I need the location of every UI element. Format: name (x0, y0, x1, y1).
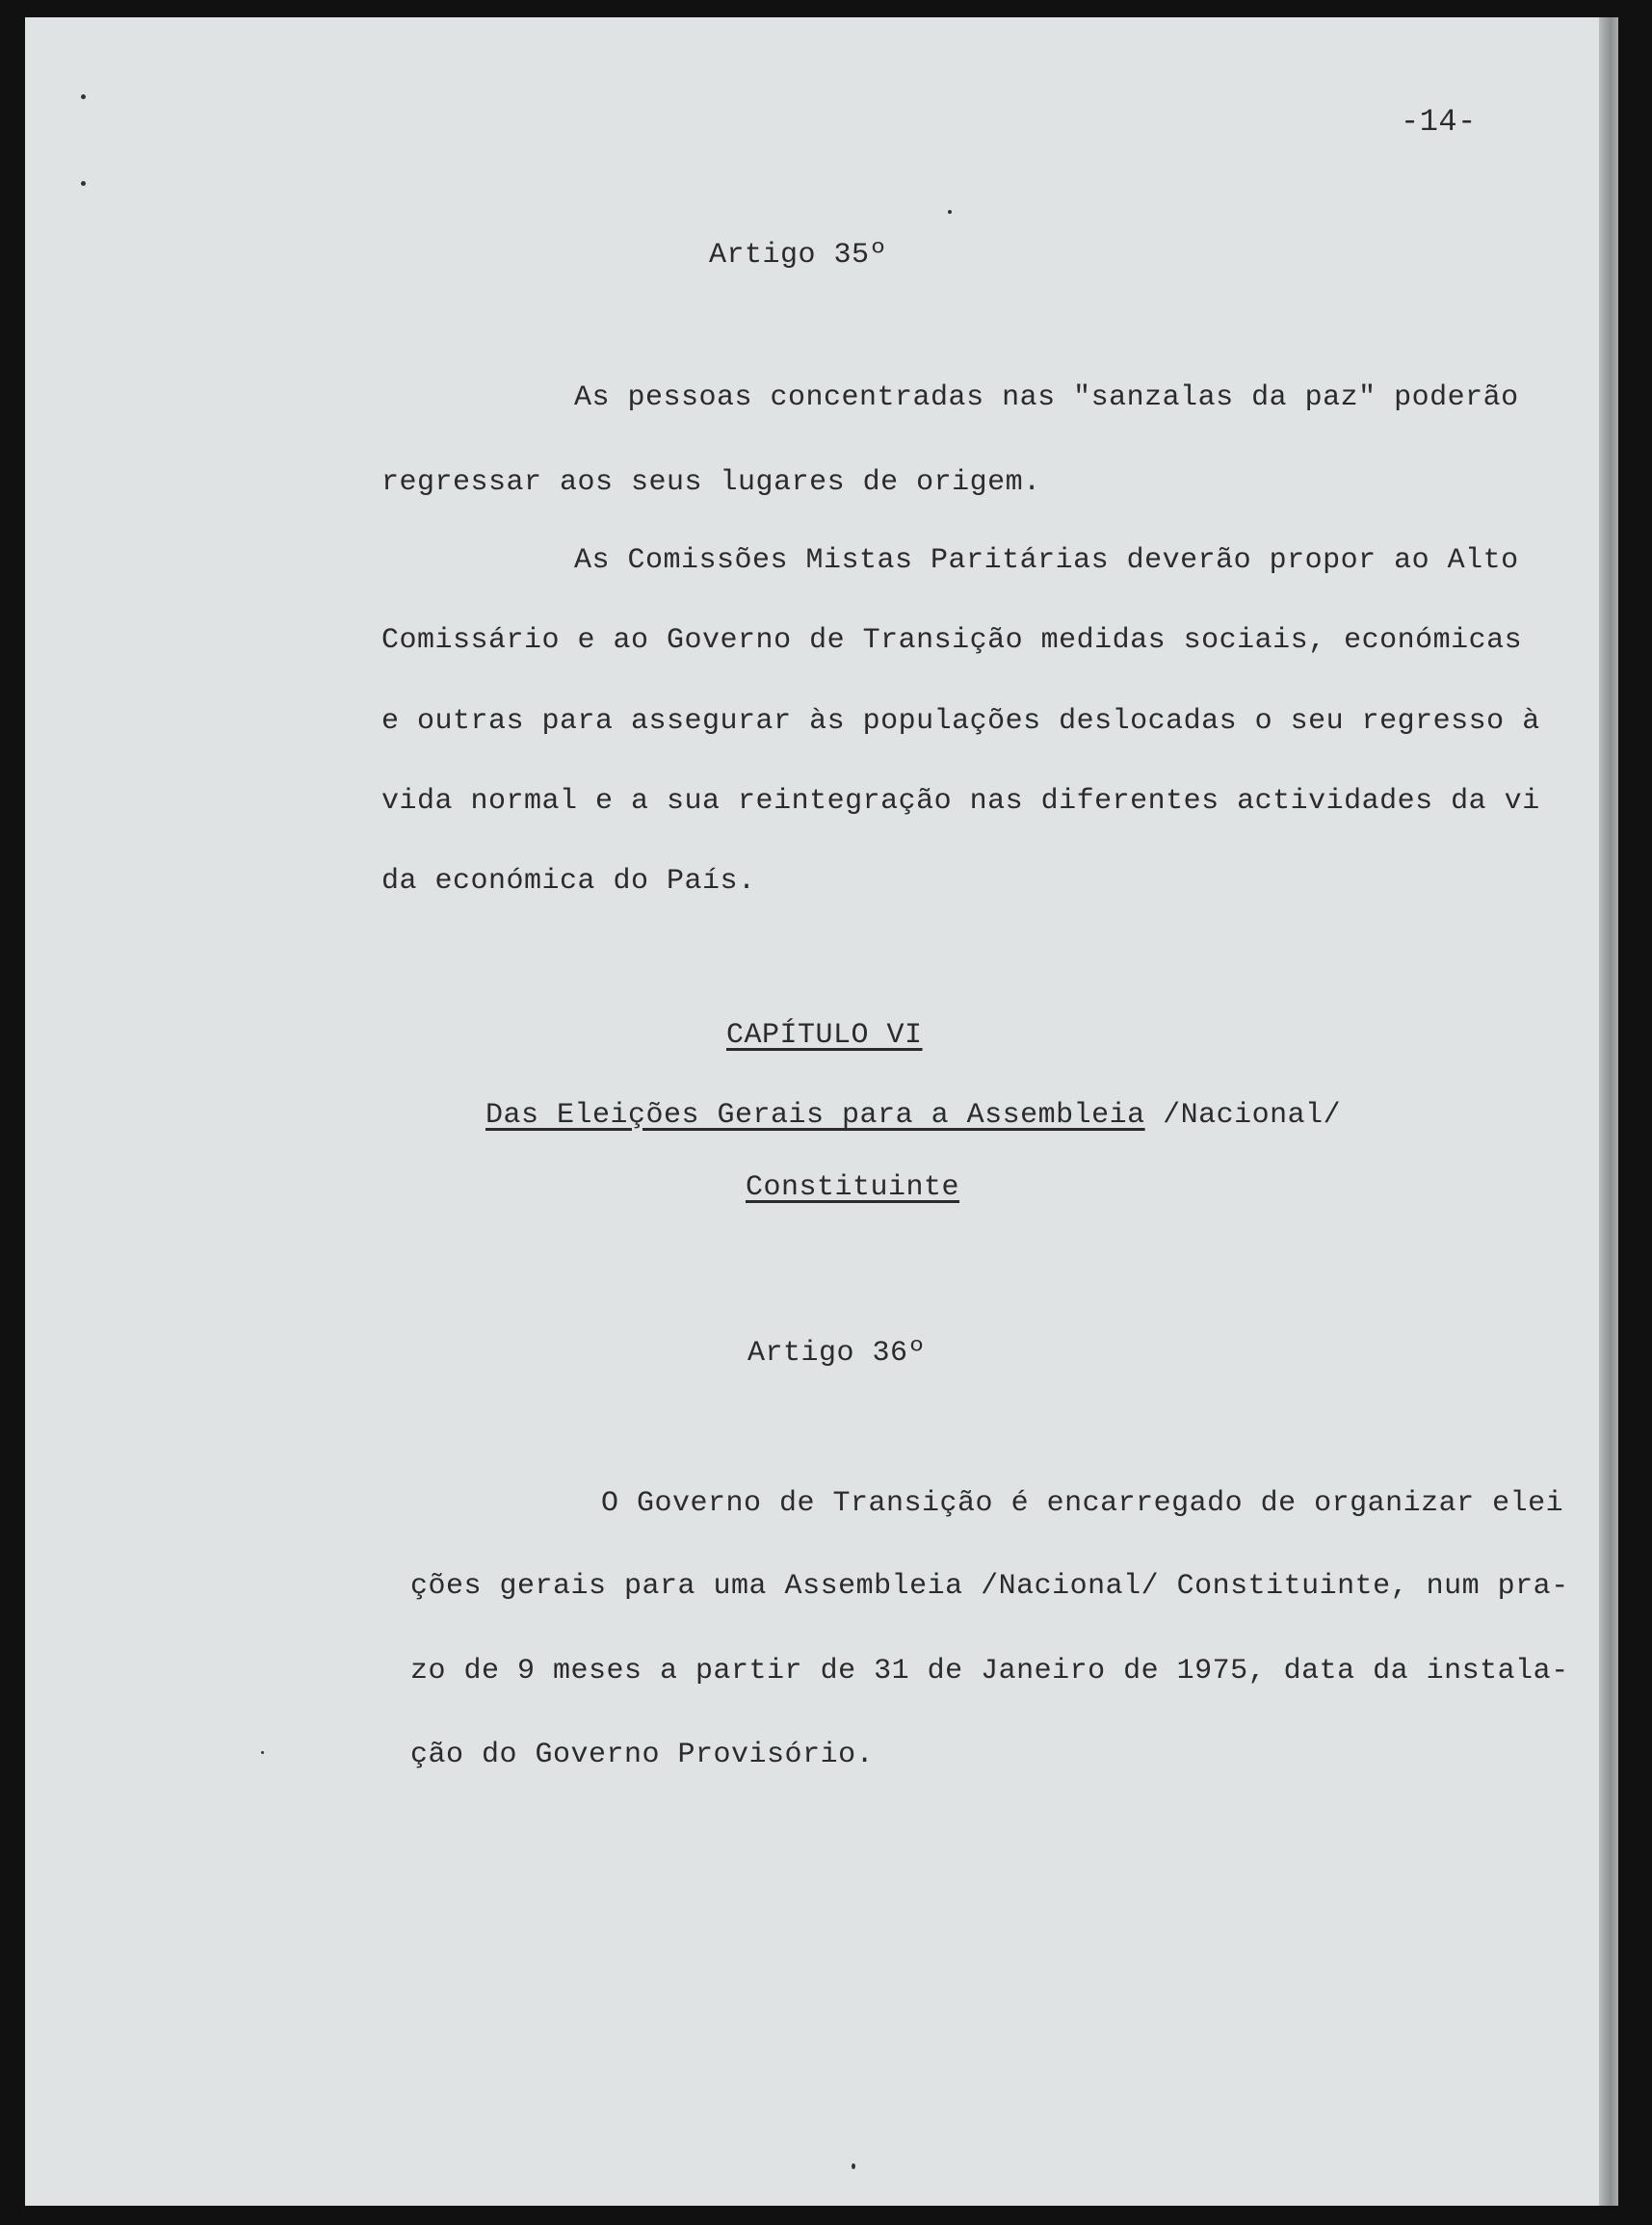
chapter-title: CAPÍTULO VI (726, 1019, 923, 1052)
document-page (25, 17, 1618, 2206)
article-35-paragraph-1-line: regressar aos seus lugares de origem. (381, 466, 1041, 499)
chapter-subtitle-text: Das Eleições Gerais para a Assembleia (485, 1099, 1145, 1132)
chapter-subtitle-bracketed: /Nacional/ (1163, 1099, 1342, 1132)
article-35-paragraph-2-line: vida normal e a sua reintegração nas diferentes actividades da vi (381, 785, 1540, 818)
article-36-paragraph-line: O Governo de Transição é encarregado de organizar elei (601, 1487, 1564, 1520)
article-35-paragraph-2-line: da económica do País. (381, 865, 756, 898)
chapter-subtitle-line-1 (485, 1099, 1341, 1132)
article-35-paragraph-2-line: e outras para assegurar às populações deslocadas o seu regresso à (381, 705, 1540, 738)
article-35-paragraph-2-line: As Comissões Mistas Paritárias deverão propor ao Alto (574, 544, 1519, 577)
scan-speck (261, 1751, 264, 1754)
page-number: -14- (1401, 104, 1477, 140)
scan-speck (81, 181, 86, 186)
article-36-paragraph-line: ção do Governo Provisório. (410, 1739, 875, 1771)
article-36-title: Artigo 36º (747, 1337, 927, 1370)
article-35-paragraph-2-line: Comissário e ao Governo de Transição medidas sociais, económicas (381, 624, 1523, 657)
article-35-paragraph-1-line: As pessoas concentradas nas "sanzalas da paz" poderão (574, 381, 1519, 414)
article-35-title: Artigo 35º (709, 239, 888, 272)
scan-speck (852, 2163, 855, 2169)
scan-speck (81, 94, 86, 99)
scan-edge-shadow (1599, 17, 1618, 2206)
article-36-paragraph-line: ções gerais para uma Assembleia /Nacional/ Constituinte, num pra- (410, 1570, 1569, 1603)
scan-speck (948, 210, 952, 214)
article-36-paragraph-line: zo de 9 meses a partir de 31 de Janeiro de 1975, data da instala- (410, 1655, 1569, 1688)
chapter-subtitle-line-2: Constituinte (746, 1171, 960, 1204)
